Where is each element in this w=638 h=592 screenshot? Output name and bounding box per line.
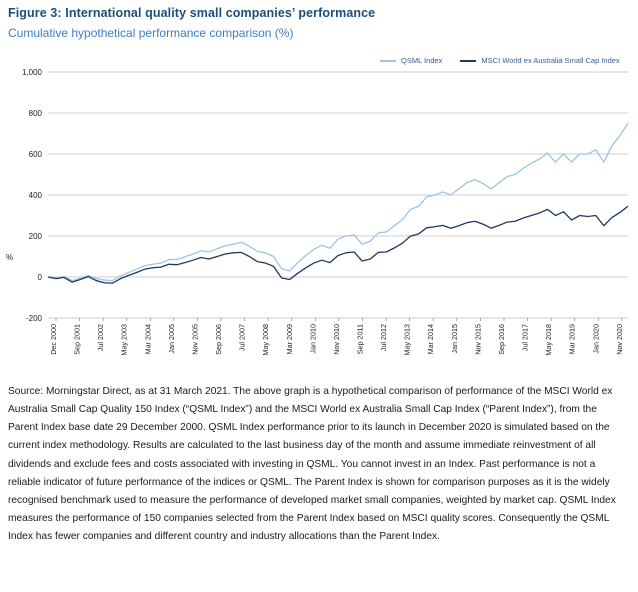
svg-text:Sep 2016: Sep 2016 (496, 324, 506, 355)
chart-plot (0, 48, 638, 368)
svg-text:400: 400 (28, 191, 42, 200)
svg-text:Jan 2005: Jan 2005 (166, 324, 176, 354)
svg-text:0: 0 (37, 273, 42, 282)
svg-text:Mar 2009: Mar 2009 (284, 324, 294, 355)
svg-text:Mar 2004: Mar 2004 (143, 324, 153, 355)
legend-label-parent: MSCI World ex Australia Small Cap Index (481, 56, 620, 65)
svg-text:Jul 2002: Jul 2002 (96, 324, 106, 352)
svg-text:Sep 2011: Sep 2011 (355, 324, 365, 355)
svg-text:600: 600 (28, 150, 42, 159)
svg-text:May 2008: May 2008 (261, 324, 271, 356)
svg-text:Dec 2000: Dec 2000 (49, 324, 58, 355)
svg-text:Nov 2010: Nov 2010 (331, 324, 341, 355)
figure-subtitle: Cumulative hypothetical performance comparison (%) (8, 26, 294, 40)
svg-text:Jan 2020: Jan 2020 (591, 324, 601, 354)
svg-text:200: 200 (28, 232, 42, 241)
svg-text:Jul 2017: Jul 2017 (520, 324, 530, 352)
svg-text:Mar 2019: Mar 2019 (567, 324, 577, 355)
svg-text:Nov 2020: Nov 2020 (614, 324, 624, 355)
source-note: Source: Morningstar Direct, as at 31 March 2021. The above graph is a hypothetical comparison of performance of the MSCI World ex Australia Small Cap Quality 150 Index (“QSML Index”) and the MSCI World ex Australia Small Cap Index (“Parent Index”), from the Parent Index base date 29 December 2000. QSML Index performance prior to its launch in December 2020 is simulated based on the current index methodology. Results are calculated to the last business day of the month and assume immediate reinvestment of all dividends and exclude fees and costs associated with investing in QSML. You cannot invest in an Index. Past performance is not a reliable indicator of future performance of the indices or QSML. The Parent Index is shown for comparison purposes as it is the widely recognised benchmark used to measure the performance of developed market small companies, weighted by market cap. QSML Index measures the performance of 150 companies selected from the Parent Index based on MSCI quality scores. Consequently the QSML Index has fewer companies and different country and industry allocations than the Parent Index. (8, 386, 616, 543)
svg-text:-200: -200 (25, 314, 42, 323)
svg-text:May 2013: May 2013 (402, 324, 412, 356)
page-title: Figure 3: International quality small companies’ performance (8, 6, 376, 20)
divider (8, 372, 628, 373)
chart-container (0, 48, 638, 368)
svg-text:Jan 2015: Jan 2015 (449, 324, 459, 354)
legend-label-qsml: QSML Index (401, 56, 443, 65)
svg-text:Nov 2005: Nov 2005 (190, 324, 200, 355)
svg-text:Jul 2012: Jul 2012 (379, 324, 389, 352)
svg-text:May 2003: May 2003 (119, 324, 129, 356)
svg-text:Jan 2010: Jan 2010 (308, 324, 318, 354)
svg-text:Jul 2007: Jul 2007 (237, 324, 247, 352)
svg-text:Nov 2015: Nov 2015 (473, 324, 483, 355)
svg-text:Sep 2001: Sep 2001 (72, 324, 82, 355)
y-axis-label: % (6, 253, 14, 262)
svg-text:1,000: 1,000 (21, 68, 42, 77)
svg-text:Mar 2014: Mar 2014 (426, 324, 436, 355)
svg-text:800: 800 (28, 109, 42, 118)
svg-text:Sep 2006: Sep 2006 (214, 324, 224, 355)
svg-text:May 2018: May 2018 (544, 324, 554, 356)
